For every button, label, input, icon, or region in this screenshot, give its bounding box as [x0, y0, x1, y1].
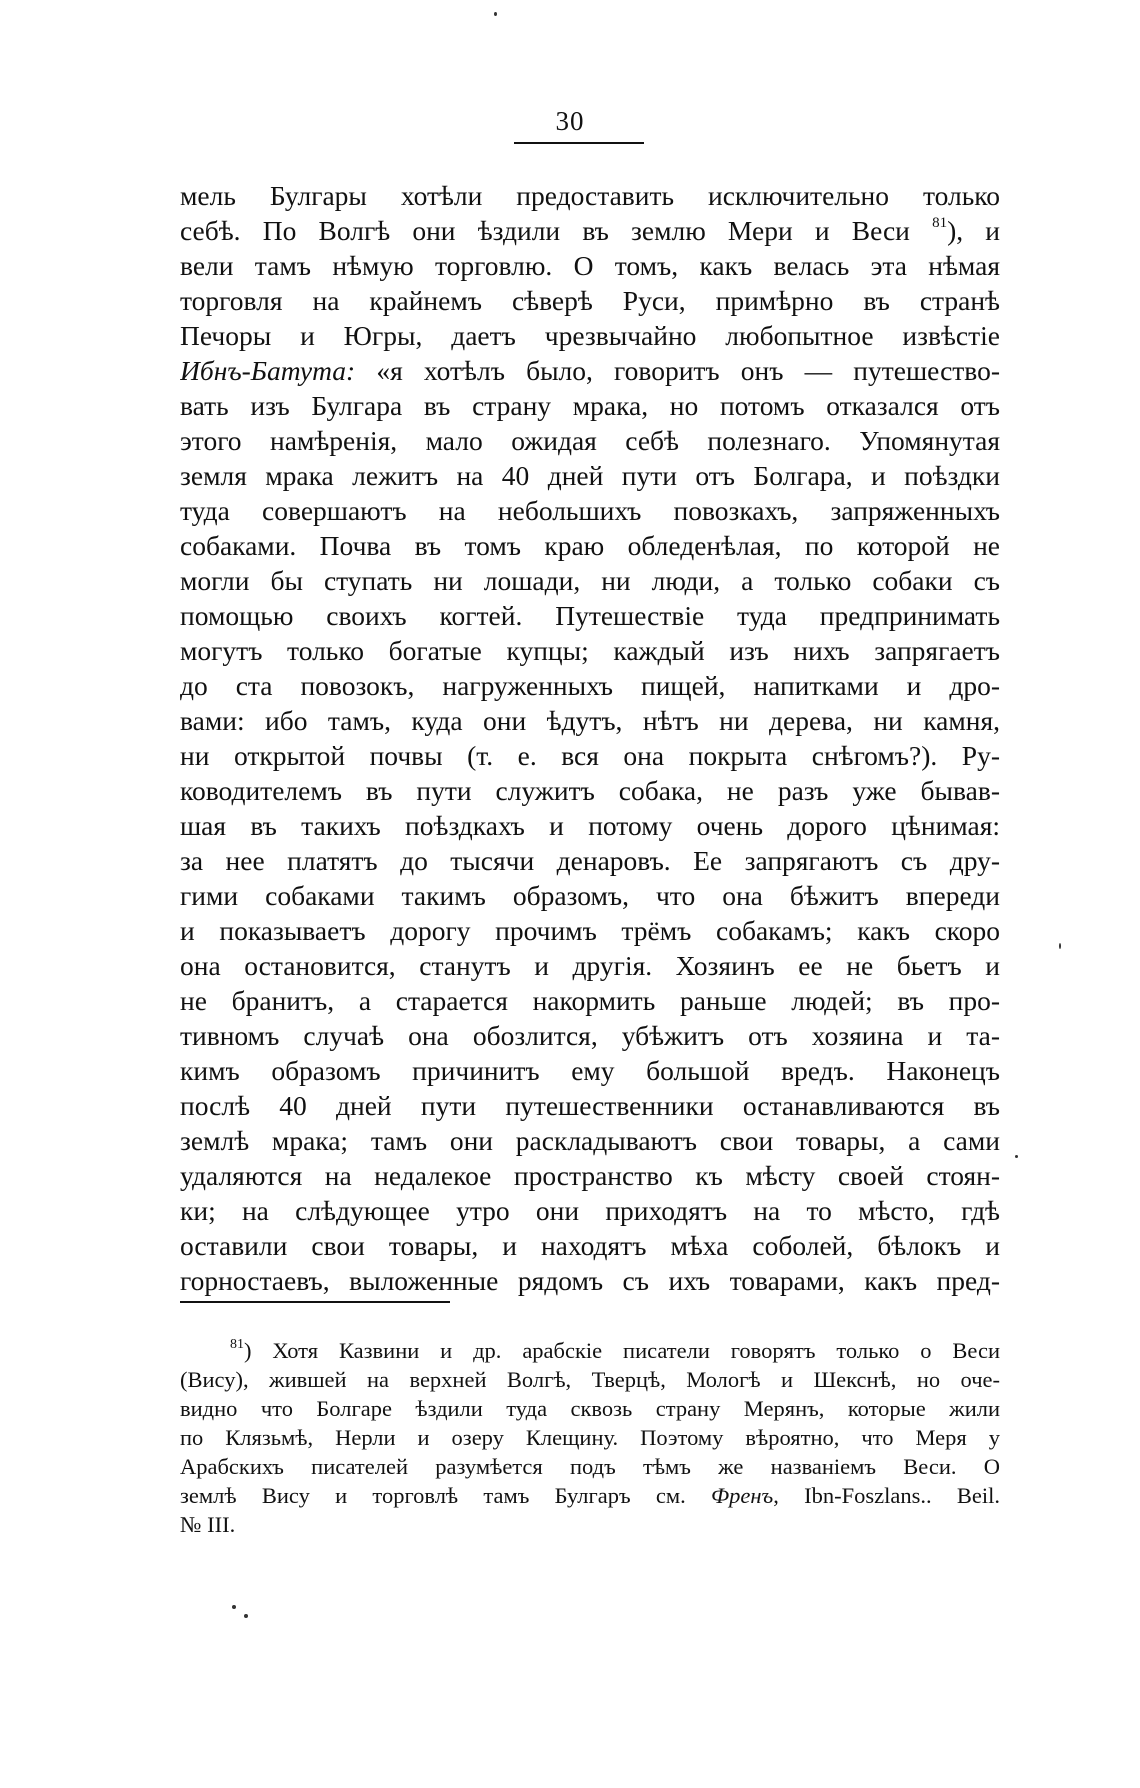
text-line: земля мрака лежитъ на 40 дней пути отъ Болгара, и поѣздки [180, 460, 1000, 491]
text-line: оставили свои товары, и находятъ мѣха соболей, бѣлокъ и [180, 1230, 1000, 1261]
footnote-line: Арабскихъ писателей разумѣется подъ тѣмъ же названіемъ Веси. О [180, 1454, 1000, 1479]
footnote-line: по Клязьмѣ, Нерли и озеру Клещину. Поэтому вѣроятно, что Меря у [180, 1425, 1000, 1450]
text-line: туда совершаютъ на небольшихъ повозкахъ, запряженныхъ [180, 495, 1000, 526]
paper-speck [494, 12, 497, 16]
text-line: землѣ мрака; тамъ они раскладываютъ свои товары, а сами [180, 1125, 1000, 1156]
text-line: ки; на слѣдующее утро они приходятъ на то мѣсто, гдѣ [180, 1195, 1000, 1226]
text-line: могутъ только богатые купцы; каждый изъ нихъ запрягаетъ [180, 635, 1000, 666]
paper-speck [1015, 1155, 1018, 1158]
footnote [180, 1336, 1000, 1539]
text-line: ни открытой почвы (т. е. вся она покрыта снѣгомъ?). Ру- [180, 740, 1000, 771]
text-segment: землѣ Вису и торговлѣ тамъ Булгаръ см. [180, 1483, 712, 1508]
text-line: торговля на крайнемъ сѣверѣ Руси, примѣрно въ странѣ [180, 285, 1000, 316]
text-line: шая въ такихъ поѣздкахъ и потому очень дорого цѣнимая: [180, 810, 1000, 841]
text-line: до ста повозокъ, нагруженныхъ пищей, напитками и дро- [180, 670, 1000, 701]
text-line: она остановится, станутъ и другія. Хозяинъ ее не бьетъ и [180, 950, 1000, 981]
text-line: не бранитъ, а старается накормить раньше людей; въ про- [180, 985, 1000, 1016]
footnote-line [180, 1336, 1000, 1365]
text-segment: себѣ. По Волгѣ они ѣздили въ землю Мери и Веси [180, 215, 933, 246]
body-text [180, 178, 1000, 1298]
paper-speck [244, 1614, 248, 1618]
text-line: вели тамъ нѣмую торговлю. О томъ, какъ велась эта нѣмая [180, 250, 1000, 281]
text-segment: «я хотѣлъ было, говоритъ онъ — путешество- [355, 355, 1000, 386]
paper-speck [232, 1605, 236, 1609]
text-line: тивномъ случаѣ она обозлится, убѣжитъ отъ хозяина и та- [180, 1020, 1000, 1051]
text-line: могли бы ступать ни лошади, ни люди, а только собаки съ [180, 565, 1000, 596]
text-line [180, 213, 1000, 248]
text-line: послѣ 40 дней пути путешественники останавливаются въ [180, 1090, 1000, 1121]
text-segment: , Ibn-Foszlans.. Beil. [773, 1483, 1000, 1508]
text-line: и показываетъ дорогу прочимъ трёмъ собакамъ; какъ скоро [180, 915, 1000, 946]
text-line: этого намѣренія, мало ожидая себѣ полезнаго. Упомянутая [180, 425, 1000, 456]
page-number: 30 [555, 106, 585, 136]
text-segment: ) Хотя Казвини и др. арабскіе писатели говорятъ только о Веси [244, 1338, 1000, 1363]
text-line: вать изъ Булгара въ страну мрака, но потомъ отказался отъ [180, 390, 1000, 421]
italic-author: Френъ [711, 1483, 774, 1508]
text-line: вами: ибо тамъ, куда они ѣдутъ, нѣтъ ни дерева, ни камня, [180, 705, 1000, 736]
text-line: кимъ образомъ причинитъ ему большой вредъ. Наконецъ [180, 1055, 1000, 1086]
text-line: горностаевъ, выложенные рядомъ съ ихъ товарами, какъ пред- [180, 1265, 1000, 1296]
text-line: удаляются на недалекое пространство къ мѣсту своей стоян- [180, 1160, 1000, 1191]
footnote-line: (Вису), жившей на верхней Волгѣ, Тверцѣ, Мологѣ и Шекснѣ, но оче- [180, 1367, 1000, 1392]
text-line: за нее платятъ до тысячи денаровъ. Ее запрягаютъ съ дру- [180, 845, 1000, 876]
footnote-reference: 81 [932, 215, 948, 231]
text-line: ководителемъ въ пути служитъ собака, не разъ уже бывав- [180, 775, 1000, 806]
footnote-line: видно что Болгаре ѣздили туда сквозь страну Мерянъ, которые жили [180, 1396, 1000, 1421]
text-line: мель Булгары хотѣли предоставить исключительно только [180, 180, 1000, 211]
text-line: собаками. Почва въ томъ краю обледенѣлая, по которой не [180, 530, 1000, 561]
text-line: Печоры и Югры, даетъ чрезвычайно любопытное извѣстіе [180, 320, 1000, 351]
header-rule [514, 142, 644, 144]
footnote-marker: 81 [230, 1337, 244, 1352]
italic-name: Ибнъ-Батута: [180, 355, 356, 386]
text-segment: ), и [947, 215, 1000, 246]
text-line [180, 353, 1000, 388]
footnote-line: № III. [180, 1512, 236, 1537]
paper-speck [1059, 943, 1061, 949]
footnote-line [180, 1481, 1000, 1510]
text-line: помощью своихъ когтей. Путешествіе туда предпринимать [180, 600, 1000, 631]
footnote-rule [180, 1301, 450, 1303]
text-line: гими собаками такимъ образомъ, что она бѣжитъ впереди [180, 880, 1000, 911]
